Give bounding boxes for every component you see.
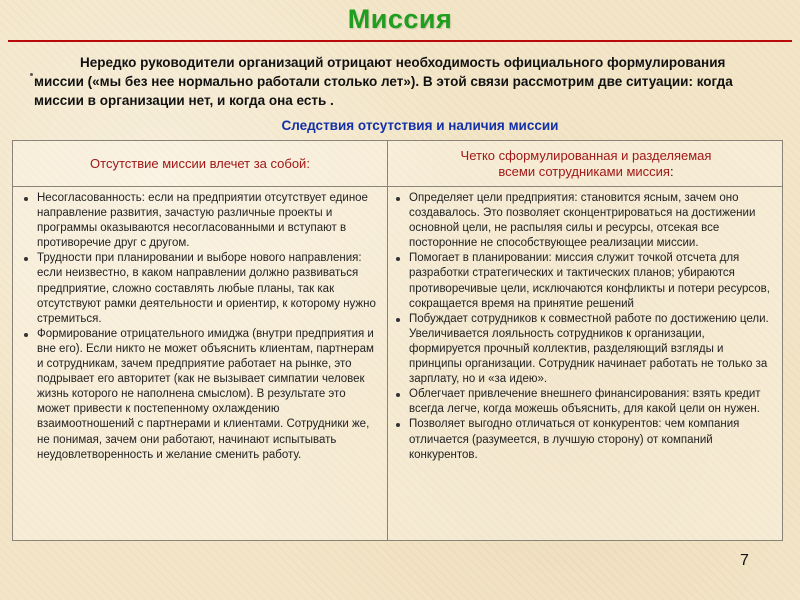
header-divider: [13, 186, 782, 187]
list-item: Помогает в планировании: миссия служит точкой отсчета для разработки стратегических и тактических планов; убираются противоречивые цели, исключаются конфликты и потери ресурсов, сокращается время на принятие решений: [393, 251, 778, 311]
header-right-tail: :: [669, 163, 674, 179]
list-item: Несогласованность: если на предприятии отсутствует единое направление развития, зачастую различные проекты и программы оказываются несогласованными и вступают в противоречие друг с другом.: [21, 191, 377, 251]
list-item: Формирование отрицательного имиджа (внутри предприятия и вне его). Если никто не может объяснить клиентам, партнерам и сотрудникам, зачем предприятие работает на рынке, это подрывает его авторитет (как не вызывает симпатии человек жизнь которого не наполнена смыслом). В результате это может привести к постепенному охлаждению взаимоотношений с партнерами и клиентами. Сотрудники же, не понимая, зачем они работают, начинают испытывать неудовлетворенность и желание сменить работу.: [21, 327, 377, 463]
list-item: Трудности при планировании и выборе нового направления: если неизвестно, в каком направлении должно развиваться предприятие, сложно составлять любые планы, так как отсутствуют рамки деятельности и ориентир, к которому нужно стремиться.: [21, 251, 377, 326]
title-divider: [8, 40, 792, 42]
slide-title: Миссия: [347, 4, 453, 34]
header-left-text: Отсутствие миссии влечет за собой:: [90, 155, 310, 171]
page-number: 7: [740, 552, 749, 569]
list-item: Определяет цели предприятия: становится ясным, зачем оно создавалось. Это позволяет сконцентрироваться на достижении основной цели, не распыляя силы и ресурсы, отсекая все посторонние не способствующее реализации миссии.: [393, 191, 778, 251]
decorative-dot: [30, 73, 33, 76]
intro-text: Нередко руководители организаций отрицают необходимость официального формулирования миссии («мы без нее нормально работали столько лет»). В этой связи рассмотрим две ситуации: когда миссии в организации нет, и когда она есть .: [34, 55, 733, 108]
header-right-line1: Четко сформулированная и разделяемая: [460, 147, 712, 163]
left-column-list: [21, 191, 377, 463]
right-column-list: [393, 191, 778, 463]
list-item: Позволяет выгодно отличаться от конкурентов: чем компания отличается (разумеется, в лучшую сторону) от компаний конкурентов.: [393, 417, 778, 462]
list-item: Побуждает сотрудников к совместной работе по достижению цели. Увеличивается лояльность сотрудников к организации, формируется прочный коллектив, разделяющий взгляды и принципы организации. Сотрудник начинает работать не только за зарплату, но и «за идею».: [393, 312, 778, 387]
header-left: [13, 141, 387, 186]
comparison-table: [12, 140, 783, 541]
table-caption: Следствия отсутствия и наличия миссии: [281, 118, 559, 133]
header-right-line2: всеми сотрудниками миссия: [498, 163, 670, 179]
list-item: Облегчает привлечение внешнего финансирования: взять кредит всегда легче, когда можешь объяснить, для какой цели он нужен.: [393, 387, 778, 417]
header-right: [388, 141, 784, 186]
column-divider: [387, 141, 388, 540]
intro-paragraph: [34, 53, 774, 110]
